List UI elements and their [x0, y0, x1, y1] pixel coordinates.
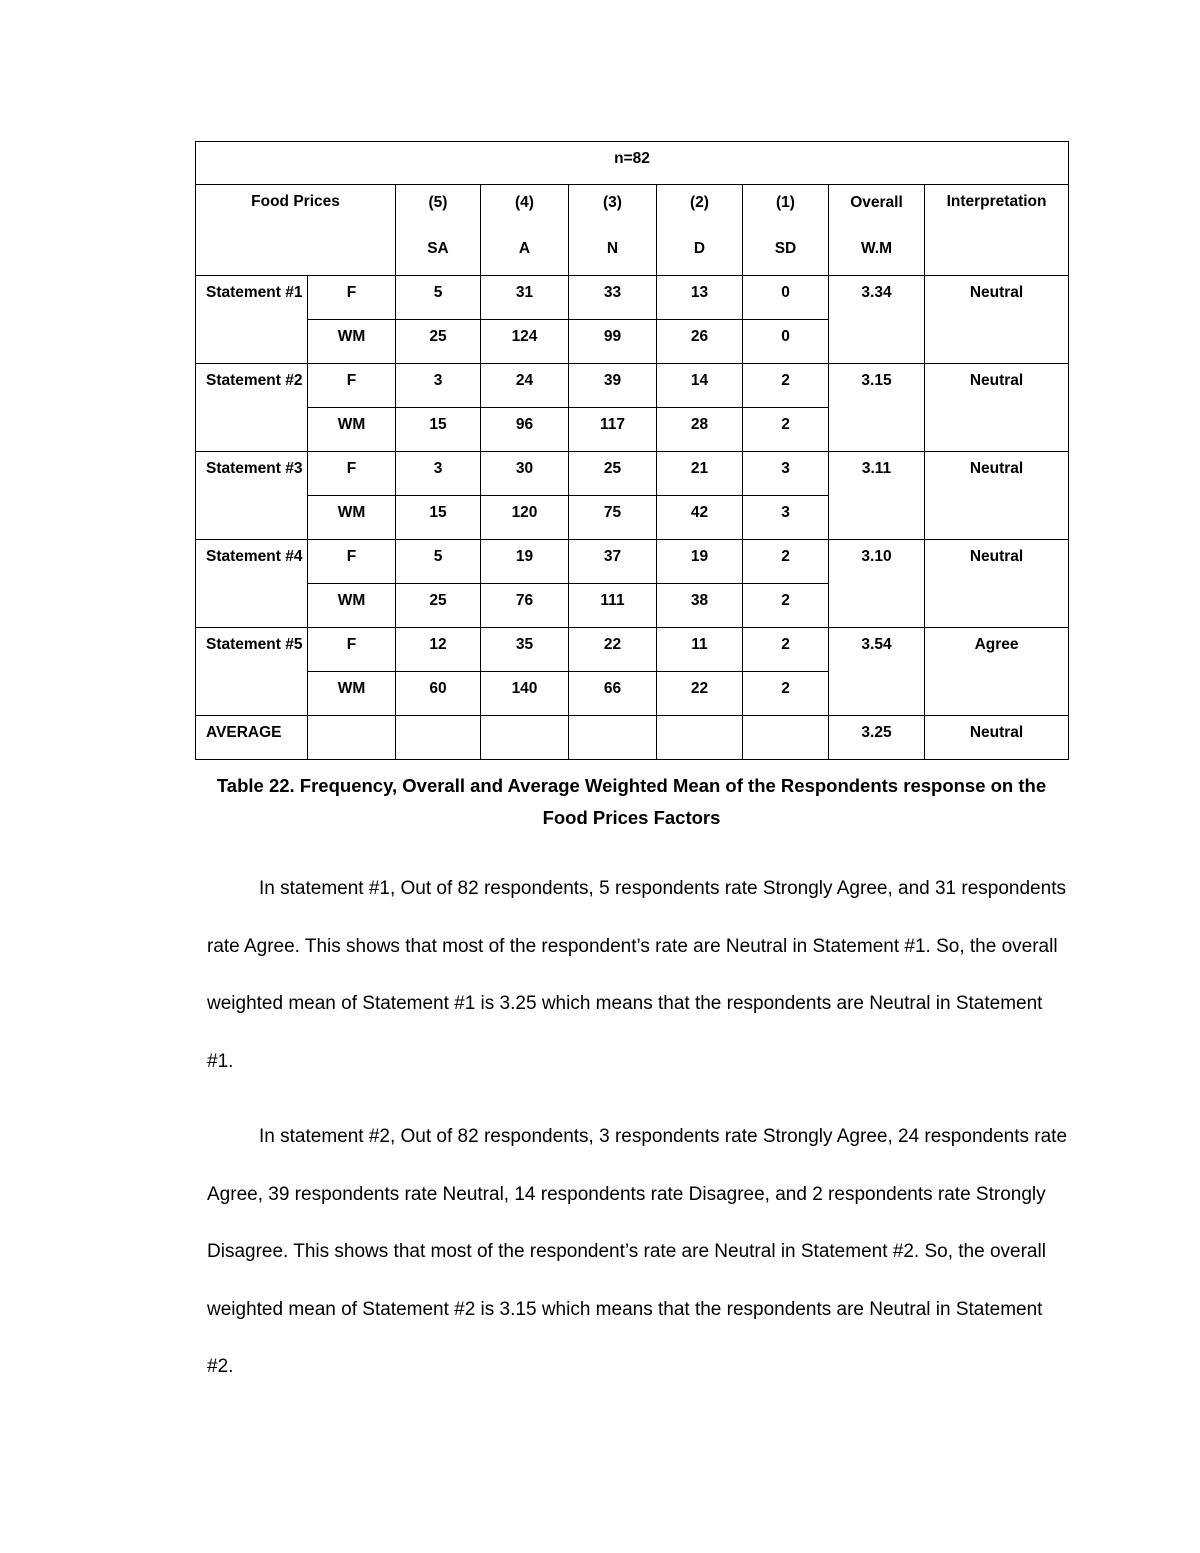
weighted-mean-value-cell: [657, 584, 743, 628]
interpretation-value-cell: [925, 628, 1069, 716]
frequency-value: 25: [603, 460, 622, 477]
frequency-value: 35: [515, 636, 534, 653]
frequency-label-cell: [308, 628, 396, 672]
frequency-value: 37: [603, 548, 622, 565]
weighted-mean-value-cell: [396, 584, 481, 628]
weighted-mean-value-cell: [743, 320, 829, 364]
col-scale: (1): [776, 194, 795, 211]
statement-label: Statement #1: [206, 284, 303, 301]
frequency-value: 30: [515, 460, 534, 477]
frequency-value: 11: [691, 636, 708, 653]
frequency-value-cell: [396, 540, 481, 584]
frequency-label: F: [346, 372, 357, 389]
col-abbr: SA: [427, 240, 449, 257]
col-scale: (4): [515, 194, 534, 211]
factor-header-cell: [196, 185, 396, 276]
interpretation-value: Neutral: [969, 460, 1024, 477]
weighted-mean-value-cell: [743, 584, 829, 628]
weighted-mean-label-cell: [308, 408, 396, 452]
interpretation-header-cell: [925, 185, 1069, 276]
weighted-mean-value: 3: [781, 504, 790, 521]
weighted-mean-value-cell: [396, 320, 481, 364]
weighted-mean-value-cell: [569, 408, 657, 452]
col-abbr: A: [518, 240, 531, 257]
weighted-mean-value-cell: [657, 408, 743, 452]
weighted-mean-value-cell: [396, 672, 481, 716]
frequency-value: 33: [603, 284, 622, 301]
frequency-value-cell: [396, 628, 481, 672]
average-row: [196, 716, 1069, 760]
overall-header-cell: [829, 185, 925, 276]
table-row: [196, 628, 1069, 672]
weighted-mean-value: 76: [515, 592, 534, 609]
frequency-value-cell: [569, 452, 657, 496]
frequency-value-cell: [657, 364, 743, 408]
weighted-mean-value: 66: [603, 680, 622, 697]
empty-cell: [396, 716, 481, 760]
weighted-mean-label: WM: [337, 504, 366, 521]
col-header-d: [657, 185, 743, 276]
frequency-label: F: [346, 636, 357, 653]
frequency-value: 31: [515, 284, 534, 301]
statement-label-cell: [196, 276, 308, 364]
frequency-value-cell: [657, 276, 743, 320]
frequency-value-cell: [657, 540, 743, 584]
overall-wm-value: 3.15: [861, 372, 892, 389]
food-prices-table: [195, 141, 1069, 760]
frequency-value: 5: [433, 548, 443, 565]
frequency-value: 0: [781, 284, 790, 301]
weighted-mean-value-cell: [569, 672, 657, 716]
interpretation-header: Interpretation: [946, 193, 1047, 210]
frequency-value: 3: [433, 460, 443, 477]
frequency-value: 12: [429, 636, 447, 653]
empty-cell: [743, 716, 829, 760]
frequency-value-cell: [743, 628, 829, 672]
frequency-value: 14: [690, 372, 709, 389]
weighted-mean-value-cell: [396, 496, 481, 540]
weighted-mean-value: 96: [515, 416, 534, 433]
table-caption: Table 22. Frequency, Overall and Average Weighted Mean of the Respondents response on the Food Prices Factors: [216, 775, 1047, 828]
interpretation-value: Neutral: [969, 548, 1024, 565]
col-abbr: N: [606, 240, 619, 257]
overall-wm-value: 3.11: [861, 460, 892, 477]
weighted-mean-value-cell: [743, 496, 829, 540]
weighted-mean-value: 25: [429, 328, 447, 345]
overall-wm-value: 3.10: [861, 548, 892, 565]
weighted-mean-value: 42: [690, 504, 709, 521]
empty-cell: [308, 716, 396, 760]
interpretation-value: Neutral: [969, 284, 1024, 301]
average-interpretation-value-cell: [925, 716, 1069, 760]
weighted-mean-label-cell: [308, 672, 396, 716]
frequency-label-cell: [308, 364, 396, 408]
frequency-value: 22: [603, 636, 622, 653]
weighted-mean-value-cell: [481, 672, 569, 716]
interpretation-value-cell: [925, 540, 1069, 628]
col-header-sd: [743, 185, 829, 276]
weighted-mean-value: 0: [781, 328, 790, 345]
overall-wm-value-cell: [829, 452, 925, 540]
weighted-mean-label: WM: [337, 416, 366, 433]
weighted-mean-value-cell: [657, 672, 743, 716]
weighted-mean-label: WM: [337, 592, 366, 609]
weighted-mean-value: 38: [690, 592, 709, 609]
interpretation-value-cell: [925, 452, 1069, 540]
col-abbr: SD: [774, 240, 797, 257]
weighted-mean-value-cell: [569, 584, 657, 628]
frequency-value-cell: [481, 364, 569, 408]
frequency-value: 19: [690, 548, 709, 565]
weighted-mean-value-cell: [481, 584, 569, 628]
weighted-mean-value: 22: [690, 680, 709, 697]
col-scale: (2): [690, 194, 709, 211]
col-abbr: D: [693, 240, 706, 257]
empty-cell: [569, 716, 657, 760]
weighted-mean-label-cell: [308, 584, 396, 628]
paragraph-statement-1: In statement #1, Out of 82 respondents, 5 respondents rate Strongly Agree, and 31 respondents rate Agree. This shows that most of the respondent’s rate are Neutral in Statement #1. So, the overall weighted mean of Statement #1 is 3.25 which means that the respondents are Neutral in Statement #1.: [207, 878, 1066, 1072]
col-header-a: [481, 185, 569, 276]
frequency-value: 39: [603, 372, 622, 389]
average-overall-value: 3.25: [861, 724, 892, 741]
weighted-mean-value-cell: [481, 496, 569, 540]
weighted-mean-value-cell: [396, 408, 481, 452]
overall-wm-value: 3.34: [861, 284, 892, 301]
overall-wm-value-cell: [829, 364, 925, 452]
frequency-label-cell: [308, 276, 396, 320]
frequency-value-cell: [481, 452, 569, 496]
frequency-value: 3: [433, 372, 443, 389]
weighted-mean-value-cell: [657, 496, 743, 540]
average-interpretation-value: Neutral: [969, 724, 1024, 741]
frequency-value: 21: [690, 460, 709, 477]
frequency-value-cell: [743, 452, 829, 496]
frequency-label-cell: [308, 452, 396, 496]
weighted-mean-value: 75: [603, 504, 622, 521]
frequency-value: 19: [515, 548, 534, 565]
statement-label: Statement #4: [206, 548, 303, 565]
average-label: AVERAGE: [206, 724, 282, 741]
empty-cell: [481, 716, 569, 760]
statement-label-cell: [196, 364, 308, 452]
table-row: [196, 540, 1069, 584]
weighted-mean-value: 124: [511, 328, 538, 345]
statement-label-cell: [196, 452, 308, 540]
frequency-value: 3: [781, 460, 790, 477]
frequency-value-cell: [481, 540, 569, 584]
statement-label: Statement #2: [206, 372, 303, 389]
weighted-mean-value: 111: [600, 592, 625, 609]
factor-header: Food Prices: [251, 193, 340, 210]
col-scale: (3): [603, 194, 622, 211]
average-overall-value-cell: [829, 716, 925, 760]
weighted-mean-value-cell: [743, 408, 829, 452]
interpretation-value: Agree: [974, 636, 1019, 653]
weighted-mean-label-cell: [308, 320, 396, 364]
frequency-value-cell: [396, 276, 481, 320]
weighted-mean-value-cell: [481, 408, 569, 452]
overall-wm-value-cell: [829, 540, 925, 628]
table-row: [196, 452, 1069, 496]
weighted-mean-value-cell: [657, 320, 743, 364]
weighted-mean-value-cell: [481, 320, 569, 364]
interpretation-value-cell: [925, 276, 1069, 364]
table-row: [196, 276, 1069, 320]
statement-label-cell: [196, 628, 308, 716]
weighted-mean-value: 26: [690, 328, 709, 345]
frequency-label: F: [346, 460, 357, 477]
frequency-value-cell: [569, 276, 657, 320]
weighted-mean-value: 99: [603, 328, 622, 345]
sample-size-label: n=82: [614, 150, 650, 167]
weighted-mean-value: 2: [781, 592, 790, 609]
frequency-value: 5: [433, 284, 443, 301]
overall-header-line1: Overall: [850, 194, 903, 211]
weighted-mean-value: 2: [781, 680, 790, 697]
table-row: [196, 364, 1069, 408]
frequency-value-cell: [481, 628, 569, 672]
frequency-value: 24: [515, 372, 534, 389]
weighted-mean-label: WM: [337, 680, 366, 697]
frequency-value-cell: [396, 452, 481, 496]
col-header-sa: [396, 185, 481, 276]
frequency-value-cell: [481, 276, 569, 320]
frequency-value: 2: [781, 636, 790, 653]
statement-label: Statement #5: [206, 636, 303, 653]
paragraph-statement-2: In statement #2, Out of 82 respondents, 3 respondents rate Strongly Agree, 24 respondents rate Agree, 39 respondents rate Neutral, 14 respondents rate Disagree, and 2 respondents rate Strongly Disagree. This shows that most of the respondent’s rate are Neutral in Statement #2. So, the overall weighted mean of Statement #2 is 3.15 which means that the respondents are Neutral in Statement #2.: [207, 1126, 1068, 1377]
interpretation-value: Neutral: [969, 372, 1024, 389]
weighted-mean-value: 117: [599, 416, 625, 433]
frequency-value-cell: [657, 452, 743, 496]
frequency-value-cell: [743, 276, 829, 320]
weighted-mean-value: 60: [429, 680, 447, 697]
frequency-value-cell: [569, 628, 657, 672]
weighted-mean-value-cell: [569, 496, 657, 540]
col-scale: (5): [428, 194, 448, 211]
overall-wm-value-cell: [829, 276, 925, 364]
weighted-mean-label-cell: [308, 496, 396, 540]
col-header-n: [569, 185, 657, 276]
statement-label-cell: [196, 540, 308, 628]
interpretation-value-cell: [925, 364, 1069, 452]
overall-wm-value-cell: [829, 628, 925, 716]
weighted-mean-value: 15: [429, 504, 447, 521]
weighted-mean-value: 120: [511, 504, 538, 521]
average-label-cell: [196, 716, 308, 760]
empty-cell: [657, 716, 743, 760]
frequency-value-cell: [657, 628, 743, 672]
frequency-value: 13: [690, 284, 709, 301]
weighted-mean-value-cell: [743, 672, 829, 716]
overall-wm-value: 3.54: [861, 636, 892, 653]
frequency-label-cell: [308, 540, 396, 584]
frequency-value-cell: [396, 364, 481, 408]
frequency-value: 2: [781, 372, 790, 389]
frequency-value: 2: [781, 548, 790, 565]
frequency-value-cell: [569, 364, 657, 408]
overall-header-line2: W.M: [861, 240, 892, 257]
weighted-mean-value: 140: [511, 680, 538, 697]
frequency-label: F: [346, 548, 357, 565]
frequency-value-cell: [743, 540, 829, 584]
weighted-mean-value-cell: [569, 320, 657, 364]
weighted-mean-value: 2: [781, 416, 790, 433]
statement-label: Statement #3: [206, 460, 303, 477]
frequency-label: F: [346, 284, 357, 301]
weighted-mean-label: WM: [337, 328, 366, 345]
frequency-value-cell: [569, 540, 657, 584]
weighted-mean-value: 25: [429, 592, 447, 609]
frequency-value-cell: [743, 364, 829, 408]
weighted-mean-value: 28: [690, 416, 709, 433]
weighted-mean-value: 15: [429, 416, 447, 433]
